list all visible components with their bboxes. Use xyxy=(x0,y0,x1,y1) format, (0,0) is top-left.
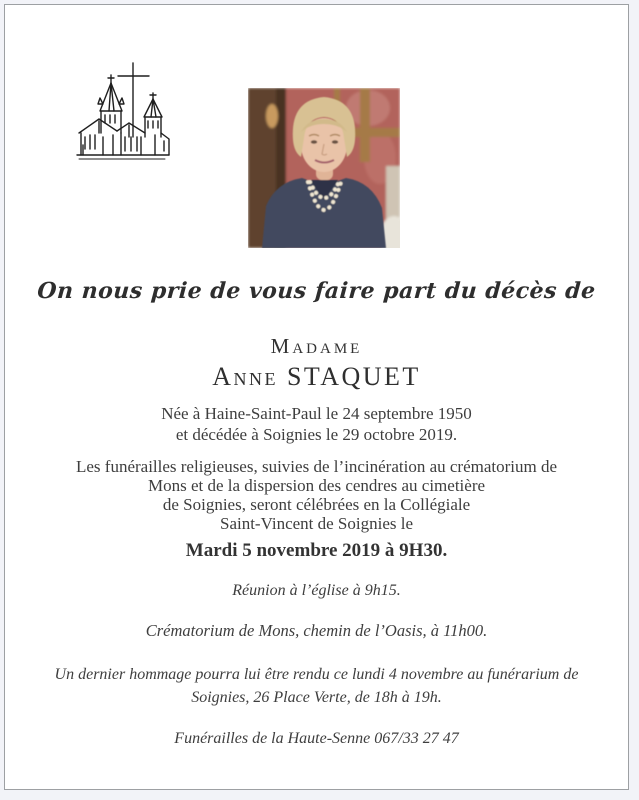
meeting-line: Réunion à l’église à 9h15. xyxy=(232,582,401,599)
death-line: et décédée à Soignies le 29 octobre 2019. xyxy=(175,424,458,444)
ceremony-datetime: Mardi 5 novembre 2019 à 9H30. xyxy=(185,540,448,561)
honorific: Madame xyxy=(270,334,363,358)
ceremony-block xyxy=(5,457,628,533)
funeral-home-contact: Funérailles de la Haute-Senne 067/33 27 47 xyxy=(174,730,459,747)
announcement-card xyxy=(4,4,629,790)
tribute-line-2: Soignies, 26 Place Verte, de 18h à 19h. xyxy=(191,688,442,706)
ceremony-line-2: Mons et de la dispersion des cendres au cimetière xyxy=(147,476,486,495)
tribute-line-1: Un dernier hommage pourra lui être rendu ce lundi 4 novembre au funérarium de xyxy=(54,666,579,683)
ceremony-line-1: Les funérailles religieuses, suivies de l’incinération au crématorium de xyxy=(75,457,558,476)
intro-line: On nous prie de vous faire part du décès de xyxy=(36,278,597,304)
church-icon xyxy=(69,57,177,169)
birth-death-block xyxy=(5,404,628,445)
ceremony-line-4: Saint-Vincent de Soignies le xyxy=(219,514,414,533)
tribute-block xyxy=(5,664,628,709)
crematorium-line: Crématorium de Mons, chemin de l’Oasis, à 11h00. xyxy=(145,621,488,640)
ceremony-line-3: de Soignies, seront célébrées en la Collégiale xyxy=(162,495,471,514)
birth-line: Née à Haine-Saint-Paul le 24 septembre 1950 xyxy=(161,404,472,423)
deceased-name: Anne STAQUET xyxy=(212,362,421,391)
portrait-photo xyxy=(248,88,400,248)
